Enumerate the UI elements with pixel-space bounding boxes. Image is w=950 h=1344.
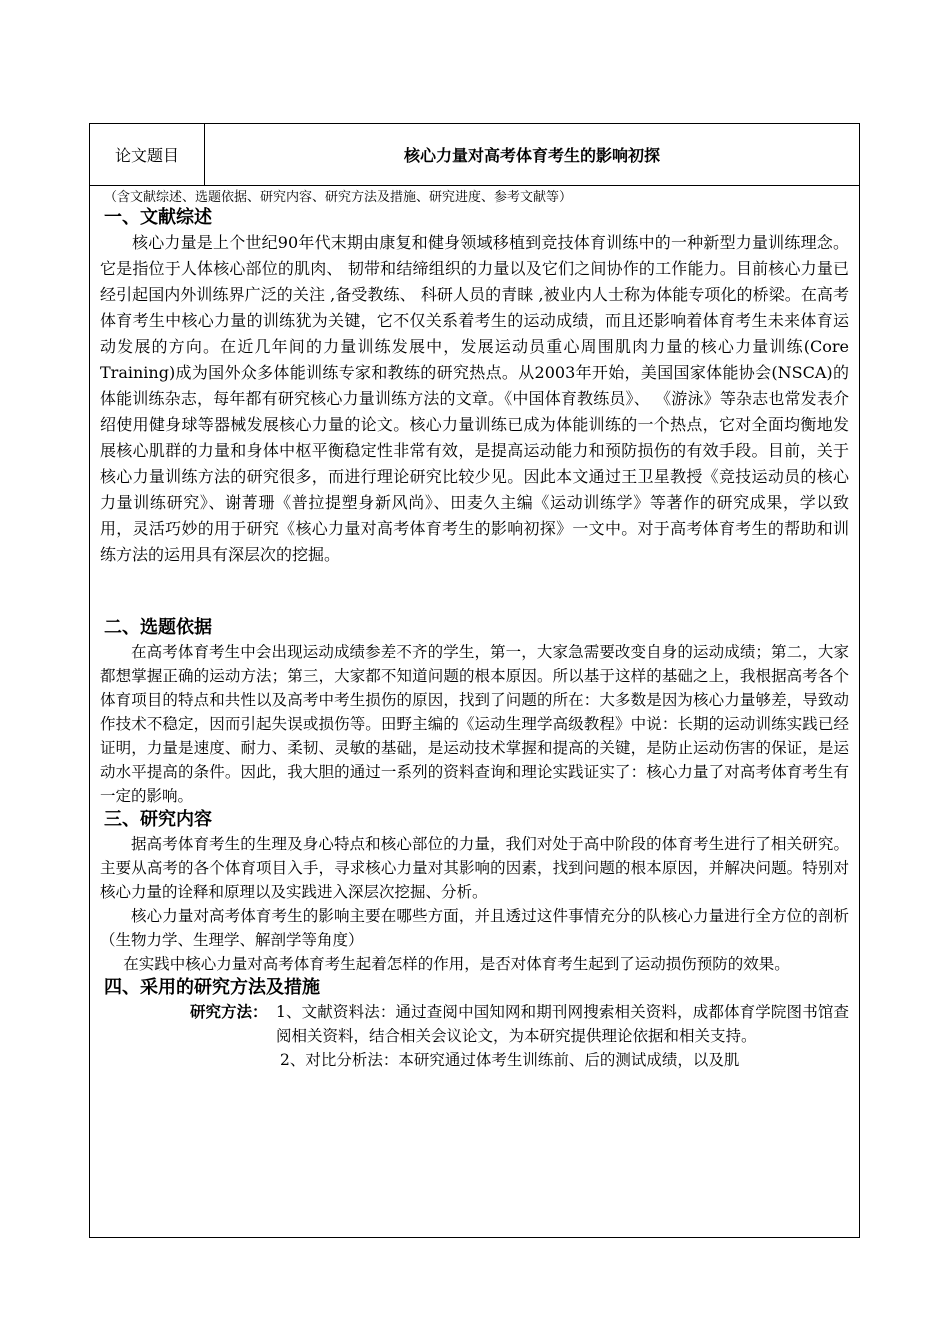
section-heading-research-content: 三、研究内容 [104,809,212,830]
spacer [100,568,849,616]
method-label: 研究方法： [190,1002,268,1021]
section-heading-methods: 四、采用的研究方法及措施 [104,977,320,998]
research-content-paragraph-1: 据高考体育考生的生理及身心特点和核心部位的力量，我们对处于高中阶段的体育考生进行了相关研究。主要从高考的各个体育项目入手，寻求核心力量对其影响的因素，找到问题的根本原因，并解决问题。特别对核心力量的诠释和原理以及实践进入深层次挖掘、分析。 [100,835,849,901]
title-row [90,124,859,186]
topic-basis-paragraph: 在高考体育考生中会出现运动成绩参差不齐的学生，第一，大家急需要改变自身的运动成绩；第二，大家都想掌握正确的运动方法；第三，大家都不知道问题的根本原因。所以基于这样的基础之上，我根据高考各个体育项目的特点和共性以及高考中考生损伤的原因，找到了问题的所在：大多数是因为核心力量够差，导致动作技术不稳定，因而引起失误或损伤等。田野主编的《运动生理学高级教程》中说：长期的运动训练实践已经证明，力量是速度、耐力、柔韧、灵敏的基础，是运动技术掌握和提高的关键，是防止运动伤害的保证，是运动水平提高的条件。因此，我大胆的通过一系列的资料查询和理论实践证实了：核心力量了对高考体育考生有一定的影响。 [100,643,849,805]
proposal-table [89,123,860,1238]
thesis-title: 核心力量对高考体育考生的影响初探 [403,146,660,165]
content-cell [90,186,859,1237]
section-heading-literature-review: 一、文献综述 [104,207,212,228]
research-content-paragraph-2: 核心力量对高考体育考生的影响主要在哪些方面，并且透过这件事情充分的队核心力量进行全方位的剖析（生物力学、生理学、解剖学等角度） [100,907,849,949]
content-note: （含文献综述、选题依据、研究内容、研究方法及措施、研究进度、参考文献等） [104,190,573,205]
method-item-1 [190,1000,849,1048]
literature-review-paragraph: 核心力量是上个世纪90年代末期由康复和健身领域移植到竞技体育训练中的一种新型力量训练理念。它是指位于人体核心部位的肌肉、 韧带和结缔组织的力量以及它们之间协作的工作能力。目前核心力量已经引起国内外训练界广泛的关注 ,备受教练、 科研人员的青睐 ,被业内人士称为体能专项化的桥梁。在高考体育考生中核心力量的训练犹为关键，它不仅关系着考生的运动成绩，而且还影响着体育考生未来体育运动发展的方向。在近几年间的力量训练发展中，发展运动员重心周围肌肉力量的核心力量训练(Core Training)成为国外众多体能训练专家和教练的研究热点。从2003年开始，美国国家体能协会(NSCA)的体能训练杂志，每年都有研究核心力量训练方法的文章。《中国体育教练员》、 《游泳》等杂志也常发表介绍使用健身球等器械发展核心力量的论文。核心力量训练已成为体能训练的一个热点，它对全面均衡地发展核心肌群的力量和身体中枢平衡稳定性非常有效，是提高运动能力和预防损伤的有效手段。目前，关于核心力量训练方法的研究很多，而进行理论研究比较少见。因此本文通过王卫星教授《竞技运动员的核心力量训练研究》、谢菁珊《普拉提塑身新风尚》、田麦久主编《运动训练学》等著作的研究成果，学以致用，灵活巧妙的用于研究《核心力量对高考体育考生的影响初探》一文中。对于高考体育考生的帮助和训练方法的运用具有深层次的挖掘。 [100,233,849,564]
method-text-2: 2、对比分析法：本研究通过体考生训练前、后的测试成绩，以及肌 [280,1051,740,1069]
section-heading-topic-basis: 二、选题依据 [104,617,212,638]
research-content-paragraph-3: 在实践中核心力量对高考体育考生起着怎样的作用，是否对体育考生起到了运动损伤预防的效果。 [123,955,790,973]
method-text-1: 1、文献资料法：通过查阅中国知网和期刊网搜索相关资料，成都体育学院图书馆查阅相关资料，结合相关会议论文，为本研究提供理论依据和相关支持。 [276,1003,849,1045]
title-label: 论文题目 [90,124,205,185]
